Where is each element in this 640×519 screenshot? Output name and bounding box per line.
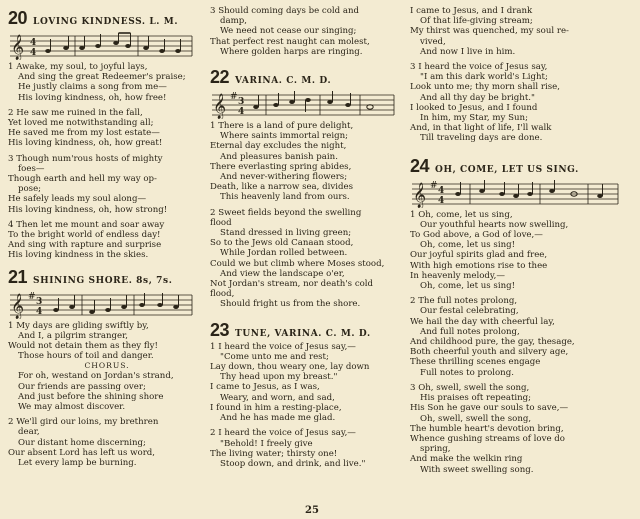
verse-line: And all thy day be bright." [420,92,535,103]
verse-line: Our absent Lord has left us word, [8,447,156,458]
verse-line: There everlasting spring abides, [210,161,352,172]
verse-line: Death, like a narrow sea, divides [210,182,353,193]
verse-line: 3 Though num'rous hosts of mighty [8,153,163,164]
verse-line: Our festal celebrating, [420,306,519,317]
verse-line: And sing the great Redeemer's praise; [18,72,186,83]
verse-line: Could we but climb where Moses stood, [210,258,385,269]
verse-line: Our distant home discerning; [18,437,146,448]
verse-line: Full notes to prolong. [420,367,514,378]
verse-line: These thrilling scenes engage [410,357,541,368]
verse-line: 2 He saw me ruined in the fall, [8,107,143,118]
svg-text:#: # [230,92,238,103]
hymn-20-header [8,8,206,29]
verse-line: In him, my Star, my Sun; [420,113,528,124]
chorus-line: Our friends are passing over; [18,381,146,392]
verse-line: And, in that light of life, I'll walk [410,123,552,134]
verse-line: damp, [220,16,248,27]
music-staff-20 [8,30,194,60]
hymn-21-continued [210,6,406,57]
verse-line: His loving kindness, oh, how great! [8,138,163,149]
verse-line: spring, [420,444,451,455]
svg-text:𝄞: 𝄞 [11,35,25,60]
hymn-number: 20 [8,8,28,28]
verse-line: Oh, come, let us sing! [420,240,516,251]
verse-line: 1 There is a land of pure delight, [210,121,354,132]
verse-line: Where saints immortal reign; [220,131,349,142]
verse-line: "Come unto me and rest; [220,351,329,362]
verse-line: 1 I heard the voice of Jesus say,— [210,341,356,352]
verse-line: And now I live in him. [420,46,516,57]
verse-line: His praises oft repeating; [420,393,532,404]
verse-line: The humble heart's devotion bring, [410,423,564,434]
verse-line: flood [210,217,232,228]
verse-line: He safely leads my soul along— [8,194,147,205]
chorus-line: And just before the shining shore [18,391,164,402]
verse-line: 3 Oh, swell, swell the song, [410,382,530,393]
verse-line: Though earth and hell my way op- [8,174,157,185]
column-right [410,6,634,475]
verse-line: He saved me from my lost estate— [8,128,160,139]
svg-text:4: 4 [438,185,445,196]
verse-line: Of that life-giving stream; [420,16,533,27]
hymn-23-continued [410,6,634,144]
hymn-22-verses [210,121,406,310]
verse-line: Stand dressed in living green; [220,228,352,239]
verse-line: And make the welkin ring [410,454,523,465]
page-number: 25 [305,505,319,516]
hymn-title: LOVING KINDNESS. L. M. [33,17,179,27]
verse-line: The living water; thirsty one! [210,448,338,459]
hymn-title: SHINING SHORE. 8s, 7s. [33,275,173,286]
verse-line: This heavenly land from ours. [220,192,350,203]
svg-text:3: 3 [238,97,245,108]
svg-text:4: 4 [30,38,37,48]
svg-text:#: # [430,180,438,191]
verse-line: And childhood pure, the gay, thesage, [410,337,575,348]
verse-line: Whence gushing streams of love do [410,433,565,444]
hymn-24-header [410,156,634,177]
verse-line: 2 I heard the voice of Jesus say,— [210,428,356,439]
verse-line: 1 Oh, come, let us sing, [410,209,513,220]
verse-line: foes— [18,163,45,174]
verse-line: Stoop down, and drink, and live." [220,458,366,469]
verse-line: "Behold! I freely give [220,438,313,449]
verse-line: Oh, swell, swell the song, [420,413,532,424]
svg-text:4: 4 [36,306,43,317]
verse-line: With sweet swelling song. [420,464,534,475]
verse-line: Weary, and worn, and sad, [220,392,335,403]
hymn-23-verses [210,342,406,469]
verse-line: Would not detain them as they fly! [8,341,158,352]
verse-line: In heavenly melody,— [410,270,505,281]
hymn-23-header [210,320,406,341]
hymn-title: OH, COME, LET US SING. [435,164,579,175]
music-staff-21 [8,289,194,319]
verse-line: His loving kindness, oh, how strong! [8,204,168,215]
hymn-number: 22 [210,67,230,88]
verse-line: He justly claims a song from me— [18,82,167,93]
column-middle [210,6,406,469]
hymn-title: TUNE, VARINA. C. M. D. [235,328,371,339]
verse-line: 4 Then let me mount and soar away [8,219,165,230]
verse-line: 1 Awake, my soul, to joyful lays, [8,62,148,72]
verse-line: pose; [18,184,42,195]
svg-text:𝄞: 𝄞 [11,293,25,319]
verse-line: And I, a pilgrim stranger, [18,330,129,341]
verse-line: With high emotions rise to thee [410,260,548,271]
verse-line: To the bright world of endless day! [8,230,161,241]
svg-text:4: 4 [438,195,445,206]
chorus-line: For oh, westand on Jordan's strand, [18,371,174,382]
verse-line: We hail the day with cheerful lay, [410,316,555,327]
verse-line: "I am this dark world's Light; [420,72,548,83]
svg-text:3: 3 [36,296,43,307]
verse-line: Let every lamp be burning. [18,458,137,469]
verse-line: And sing with rapture and surprise [8,240,162,251]
verse-line: Lay down, thou weary one, lay down [210,362,370,373]
chorus-label: CHORUS. [84,361,130,371]
verse-line: Both cheerful youth and silvery age, [410,347,569,358]
verse-line: 1 My days are gliding swiftly by, [8,320,149,331]
verse-line: We need not cease our singing; [220,26,357,37]
verse-line: 3 Should coming days be cold and [210,6,360,16]
verse-line: I came to Jesus, and I drank [410,6,533,16]
hymn-number: 21 [8,266,28,287]
verse-line: 2 We'll gird our loins, my brethren [8,417,159,428]
verse-line: And full notes prolong, [420,326,520,337]
verse-line: I found in him a resting-place, [210,402,342,413]
hymn-number: 23 [210,319,230,340]
verse-line: My thirst was quenched, my soul re- [410,26,569,37]
verse-line: His Son he gave our souls to save,— [410,403,569,414]
column-left [8,6,206,468]
hymn-title: VARINA. C. M. D. [235,76,332,87]
verse-line: Look unto me; thy morn shall rise, [410,82,560,93]
verse-line: 3 I heard the voice of Jesus say, [410,62,548,73]
verse-line: Should fright us from the shore. [220,299,361,310]
verse-line: That perfect rest naught can molest, [210,36,370,47]
verse-line: 2 Sweet fields beyond the swelling [210,207,362,218]
music-staff-24 [410,178,620,208]
verse-line: Thy head upon my breast." [220,372,338,383]
hymn-20-verses [8,62,206,261]
verse-line: Oh, come, let us sing! [420,281,516,292]
verse-line: Our joyful spirits glad and free, [410,250,548,261]
hymn-24-verses [410,210,634,475]
hymn-21-verses [8,321,206,469]
verse-line: And he has made me glad. [220,413,336,424]
hymn-22-header [210,67,406,88]
verse-line: Not Jordan's stream, nor death's cold [210,279,374,290]
verse-line: flood, [210,289,235,300]
verse-line: And pleasures banish pain. [220,151,338,162]
svg-text:4: 4 [30,48,37,58]
verse-line: His loving kindness in the skies. [8,250,149,261]
verse-line: Till traveling days are done. [420,133,543,144]
verse-line: To God above, a God of love,— [410,230,543,241]
verse-line: So to the Jews old Canaan stood, [210,238,354,249]
svg-text:𝄞: 𝄞 [213,94,227,120]
verse-line: vived, [420,36,446,47]
verse-line: Eternal day excludes the night, [210,141,347,152]
hymn-number: 24 [410,155,430,176]
music-staff-22 [210,89,396,119]
svg-text:#: # [28,291,36,302]
verse-line: 2 The full notes prolong, [410,296,518,307]
verse-line: I came to Jesus, as I was, [210,382,320,393]
verse-line: And never-withering flowers; [220,172,348,183]
verse-line: Where golden harps are ringing. [220,46,363,57]
verse-line: While Jordan rolled between. [220,248,348,259]
verse-line: His loving kindness, oh, how free! [18,92,167,103]
verse-line: Those hours of toil and danger. [18,351,154,362]
verse-line: dear, [18,427,40,438]
chorus-line: We may almost discover. [18,402,126,413]
svg-text:𝄞: 𝄞 [413,182,427,208]
verse-line: And view the landscape o'er, [220,268,345,279]
verse-line: I looked to Jesus, and I found [410,102,538,113]
verse-line: Yet loved me notwithstanding all; [8,118,154,129]
svg-text:4: 4 [238,107,245,118]
hymn-21-header [8,267,206,288]
verse-line: Our youthful hearts now swelling, [420,219,569,230]
